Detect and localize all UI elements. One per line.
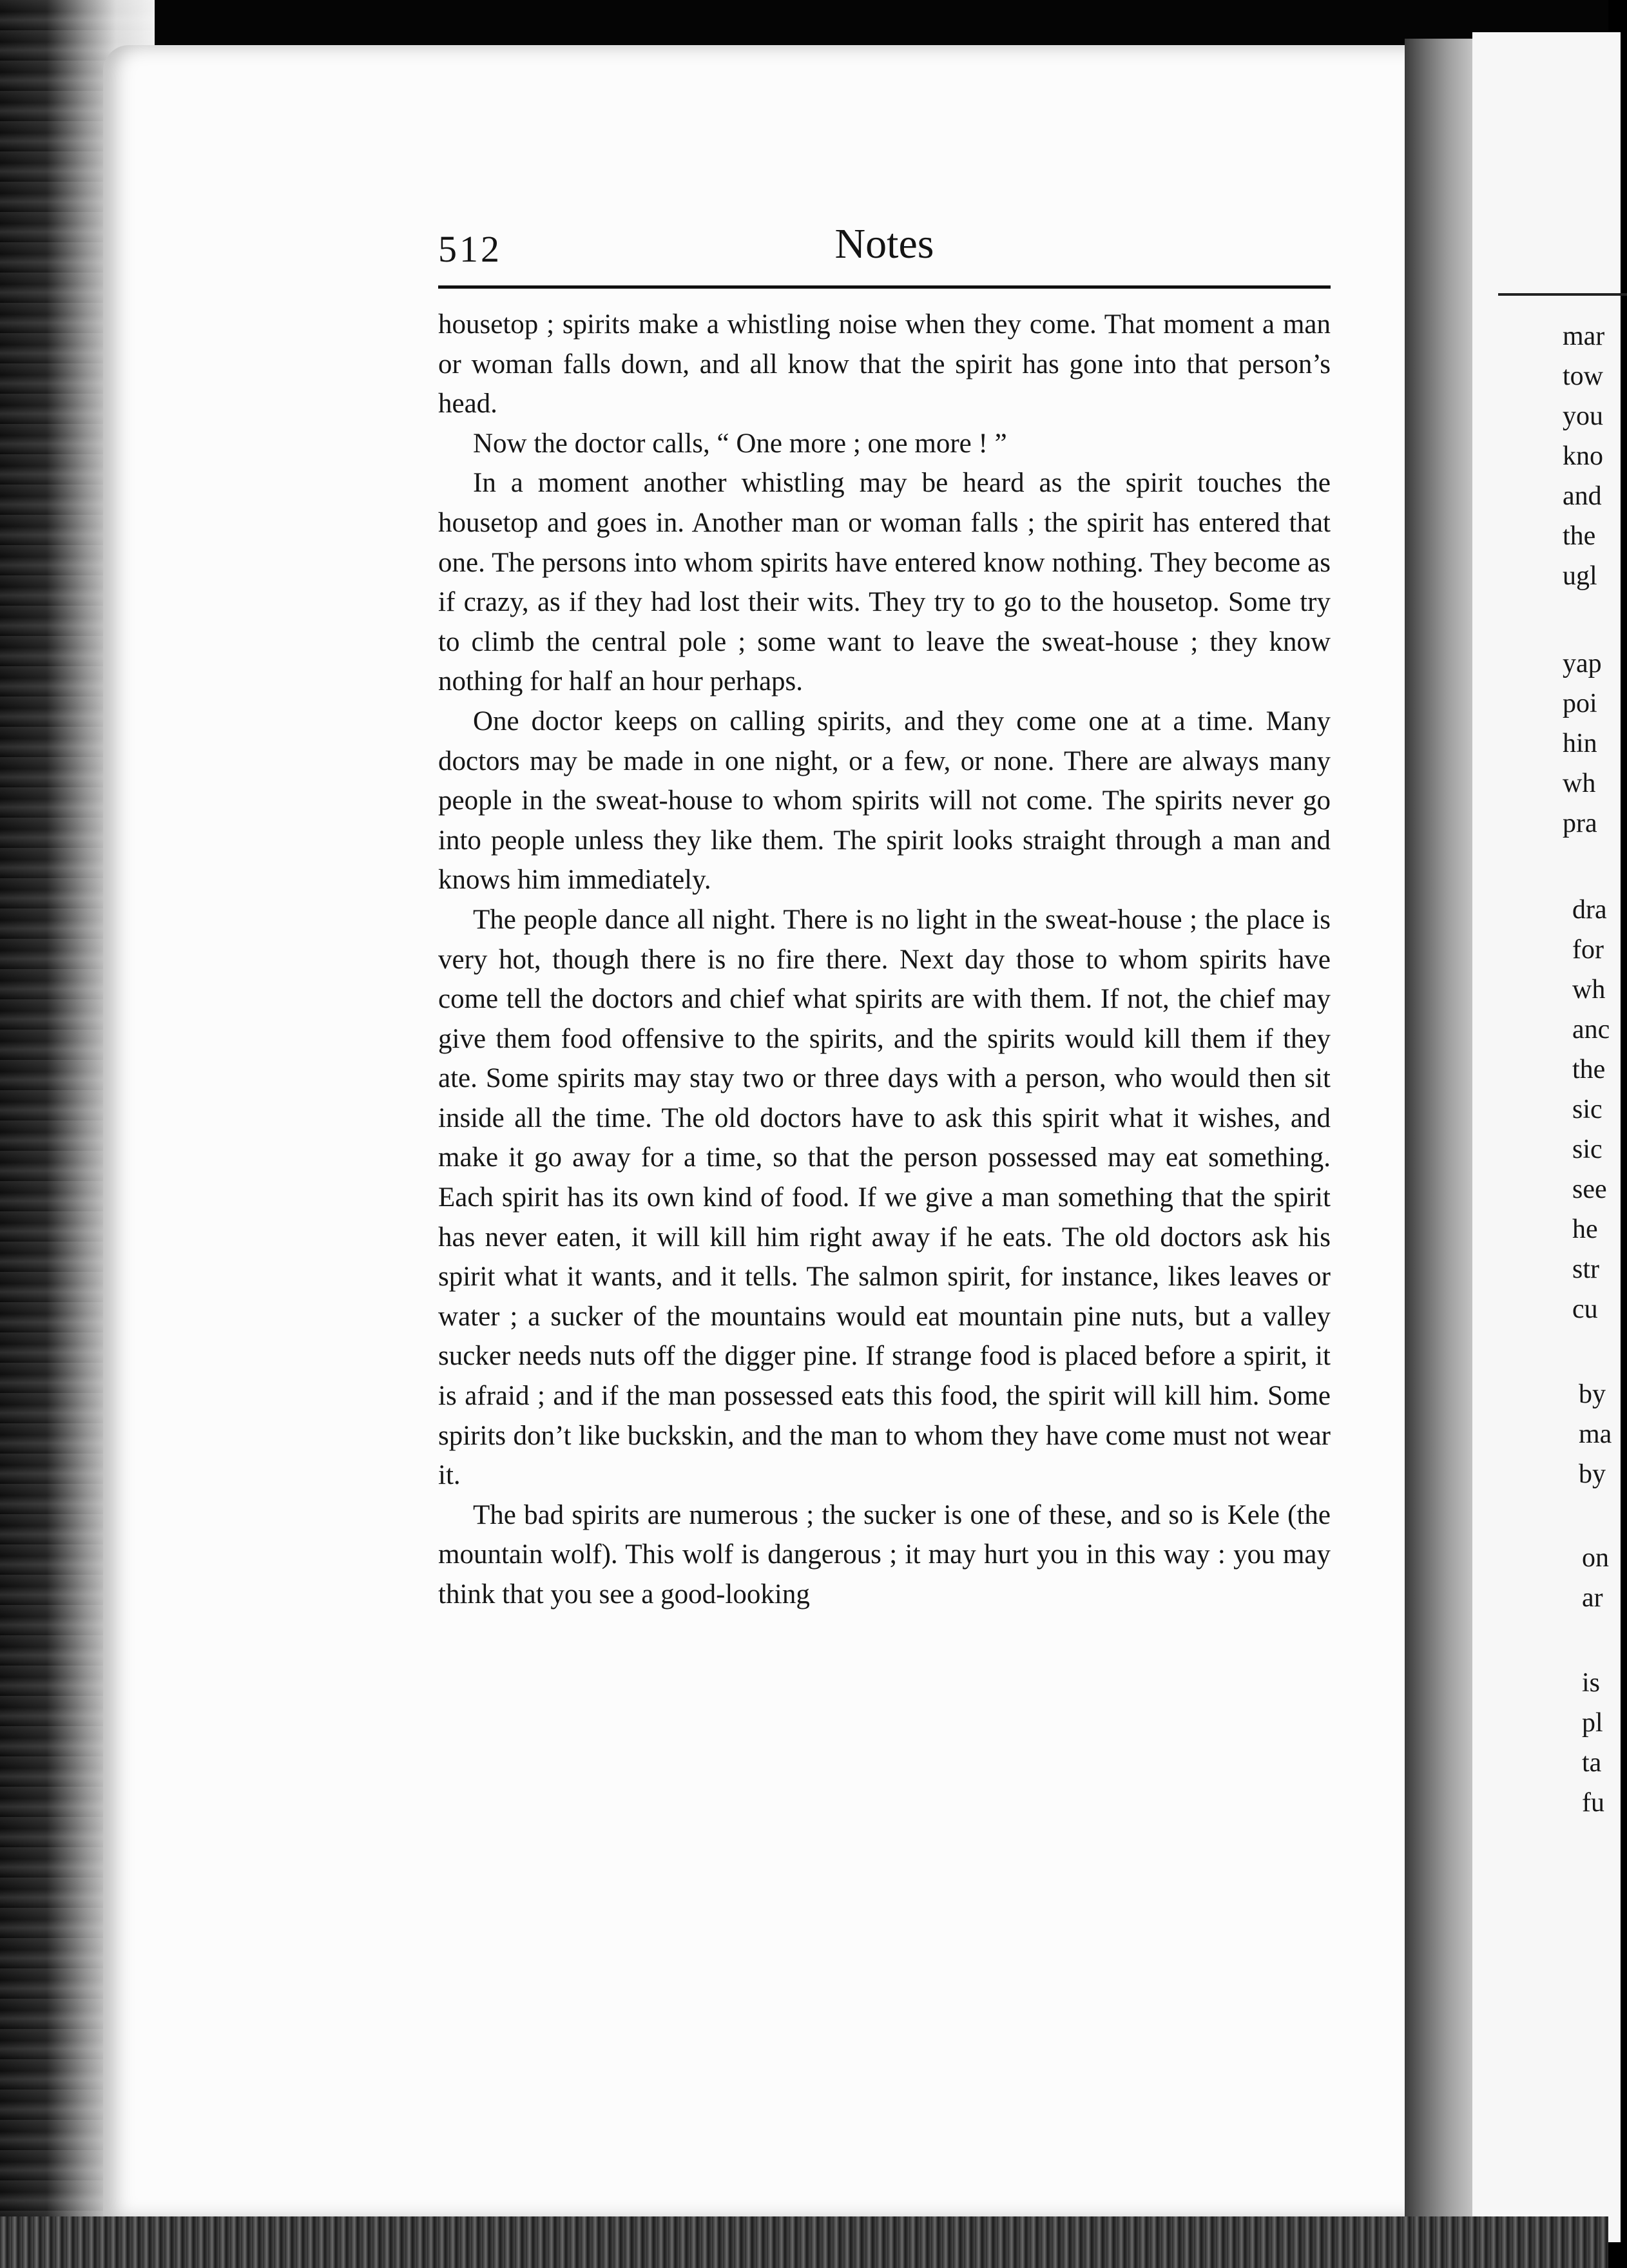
book-gutter — [1405, 39, 1476, 2229]
facing-line-fragment: ma — [1579, 1419, 1612, 1449]
facing-line-fragment: for — [1572, 935, 1604, 965]
facing-line-fragment: wh — [1563, 769, 1596, 798]
facing-line-fragment: by — [1579, 1379, 1606, 1409]
facing-line-fragment: dra — [1572, 895, 1607, 925]
paragraph: housetop ; spirits make a whistling noise when they come. That moment a man or woman falls down, and all know that the spirit has gone into that person’s head. — [438, 309, 1331, 419]
facing-line-fragment: is — [1582, 1668, 1601, 1698]
facing-line-fragment: pra — [1563, 809, 1597, 838]
facing-line-fragment: str — [1572, 1254, 1599, 1284]
facing-line-fragment: wh — [1572, 975, 1606, 1004]
running-head: Notes — [834, 220, 934, 267]
facing-line-fragment: cu — [1572, 1294, 1598, 1324]
paragraph: One doctor keeps on calling spirits, and they come one at a time. Many doctors may be made in one night, or a few, or none. There are always many people in the sweat-house to whom spirits will not come. The spirits never go into people unless they like them. The spirit looks straight through a man and knows him immediately. — [438, 706, 1331, 896]
facing-line-fragment: you — [1563, 401, 1603, 431]
page-body — [438, 305, 1331, 1615]
facing-line-fragment: he — [1572, 1215, 1598, 1244]
paragraph: The bad spirits are numerous ; the sucker is one of these, and so is Kele (the mountain wolf). This wolf is dangerous ; it may hurt you in this way : you may think that you see a good-looking — [438, 1499, 1331, 1610]
facing-line-fragment: by — [1579, 1459, 1606, 1489]
facing-line-fragment: pl — [1582, 1708, 1603, 1738]
facing-line-fragment: and — [1563, 481, 1602, 511]
facing-line-fragment: the — [1572, 1055, 1606, 1084]
facing-line-fragment: anc — [1572, 1015, 1610, 1044]
facing-line-fragment: mar — [1563, 322, 1605, 351]
book-bottom-edge — [0, 2216, 1608, 2268]
header-rule — [438, 285, 1331, 289]
page-header — [438, 222, 1331, 280]
facing-line-fragment: poi — [1563, 689, 1597, 718]
facing-line-fragment: tow — [1563, 361, 1603, 391]
paragraph: Now the doctor calls, “ One more ; one more ! ” — [473, 428, 1007, 459]
facing-line-fragment: ar — [1582, 1583, 1603, 1613]
page-number: 512 — [438, 228, 502, 270]
paragraph: In a moment another whistling may be heard as the spirit touches the housetop and goes in. Another man or woman falls ; the spirit has entered that one. The persons into whom spirits have entered know nothing. They become as if crazy, as if they had lost their wits. They try to go to the housetop. Some try to climb the central pole ; some want to leave the sweat-house ; they know nothing for half an hour perhaps. — [438, 468, 1331, 697]
facing-line-fragment: hin — [1563, 729, 1597, 758]
facing-line-fragment: on — [1582, 1543, 1609, 1573]
facing-line-fragment: ugl — [1563, 561, 1597, 591]
facing-line-fragment: fu — [1582, 1788, 1604, 1818]
facing-line-fragment: ta — [1582, 1748, 1602, 1778]
facing-line-fragment: sic — [1572, 1135, 1603, 1164]
facing-line-fragment: yap — [1563, 649, 1602, 678]
facing-line-fragment: the — [1563, 521, 1596, 551]
facing-line-fragment: see — [1572, 1175, 1607, 1204]
facing-line-fragment: sic — [1572, 1095, 1603, 1124]
facing-line-fragment: kno — [1563, 441, 1603, 471]
paragraph: The people dance all night. There is no light in the sweat-house ; the place is very hot, though there is no fire there. Next day those to whom spirits have come tell the doctors and chief what spirits are with them. If not, the chief may give them food offensive to the spirits, and the spirits would kill them if they ate. Some spirits may stay two or three days with a person, who would then sit inside all the time. The old doctors have to ask this spirit what it wishes, and make it go away for a time, so that the person possessed may eat something. Each spirit has its own kind of food. If we give a man something that the spirit has never eaten, it will kill him right away if he eats. The old doctors ask his spirit what it wants, and it tells. The salmon spirit, for instance, likes leaves or water ; a sucker of the mountains would eat mountain pine nuts, but a valley sucker needs nuts off the digger pine. If strange food is placed before a spirit, it is afraid ; and if the man possessed eats this food, the spirit will kill him. Some spirits don’t like buckskin, and the man to whom they have come must not wear it. — [438, 904, 1331, 1491]
facing-header-rule — [1498, 293, 1627, 296]
